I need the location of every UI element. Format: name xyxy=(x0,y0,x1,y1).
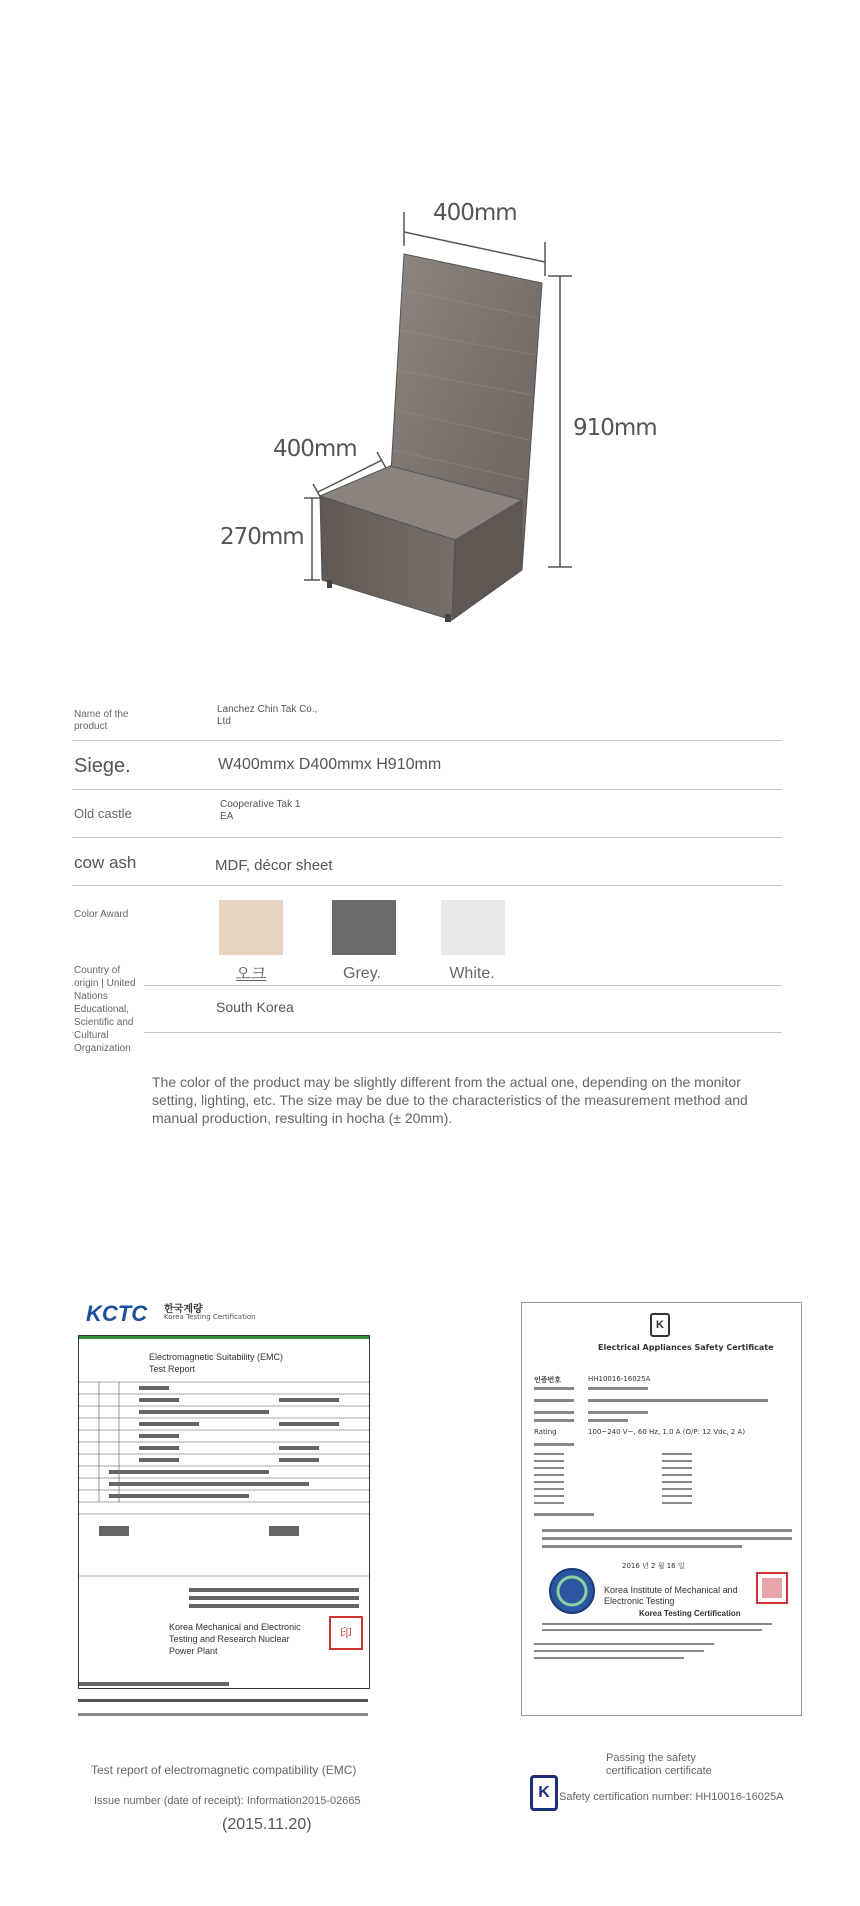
emc-issue-number: Issue number (date of receipt): Information2015-02665 xyxy=(94,1795,361,1807)
spec-siege-value: W400mmx D400mmx H910mm xyxy=(218,756,442,773)
safety-rated-label: Rating xyxy=(534,1428,557,1436)
swatch-oak[interactable] xyxy=(219,900,283,955)
safety-number-label: 인증번호 xyxy=(534,1376,562,1384)
kc-mark-icon: K xyxy=(650,1313,670,1337)
emc-seal: 印 xyxy=(329,1616,363,1650)
swatch-grey-label: Grey. xyxy=(343,965,381,982)
swatch-grey[interactable] xyxy=(332,900,396,955)
chair-dimension-drawing xyxy=(0,0,860,660)
emc-caption: Test report of electromagnetic compatibility (EMC) xyxy=(91,1763,357,1777)
spec-row-color xyxy=(72,885,782,986)
kctc-logo: KCTC xyxy=(86,1301,148,1326)
safety-text-lines xyxy=(522,1303,801,1715)
spec-row-material xyxy=(72,837,782,886)
kctc-logo-sub: Korea Testing Certification xyxy=(164,1313,256,1321)
spec-row-siege xyxy=(72,740,782,790)
safety-number-value: HH10016-16025A xyxy=(588,1375,651,1383)
swatch-white-label: White. xyxy=(449,965,495,982)
spec-origin-value: South Korea xyxy=(216,999,294,1015)
spec-name-label: Name of the product xyxy=(74,709,129,732)
kc-mark-bottom-icon: K xyxy=(530,1775,558,1811)
dim-width: 400mm xyxy=(433,200,517,226)
safety-caption: Passing the safety certification certificate xyxy=(606,1752,712,1777)
emc-subtitle: Test Report xyxy=(149,1364,196,1374)
spec-name-value: Lanchez Chin Tak Co., Ltd xyxy=(217,704,318,727)
spec-castle-value: Cooperative Tak 1 EA xyxy=(220,799,301,822)
emc-issue-date: (2015.11.20) xyxy=(222,1816,312,1833)
spec-material-value: MDF, décor sheet xyxy=(215,857,333,874)
spec-row-name xyxy=(72,697,782,741)
safety-date: 2016 년 2 월 16 일 xyxy=(622,1562,685,1570)
disclaimer-note: The color of the product may be slightly different from the actual one, depending on the monitor setting, lighting, etc. The size may be due to the characteristics of the measurement method and manual production, resulting in hocha (± 20mm). xyxy=(152,1074,748,1126)
dim-seat-height: 270mm xyxy=(220,524,304,550)
spec-material-label: cow ash xyxy=(74,853,137,872)
spec-row-castle xyxy=(72,789,782,838)
safety-cert-number: Safety certification number: HH10016-16025A xyxy=(559,1791,784,1803)
swatch-white[interactable] xyxy=(441,900,505,955)
safety-rated-value: 100~240 V~, 60 Hz, 1.0 A (O/P: 12 Vdc, 2 A) xyxy=(588,1428,746,1436)
kctc-logo-kr: 한국계량 xyxy=(164,1304,203,1315)
dim-depth: 400mm xyxy=(273,436,357,462)
spec-color-label: Color Award xyxy=(74,909,129,920)
dim-height: 910mm xyxy=(573,415,657,441)
spec-castle-label: Old castle xyxy=(74,806,132,821)
swatch-oak-label: 오크 xyxy=(235,966,267,983)
safety-testing: Korea Testing Certification xyxy=(639,1609,741,1618)
safety-certificate xyxy=(521,1302,802,1716)
safety-title: Electrical Appliances Safety Certificate xyxy=(598,1343,774,1352)
emc-title: Electromagnetic Suitability (EMC) xyxy=(149,1352,284,1362)
spec-siege-label: Siege. xyxy=(74,755,131,777)
spec-origin-label: Country of origin | United Nations Educational, Scientific and Cultural Organization xyxy=(74,964,144,1055)
emc-power-plant: Power Plant xyxy=(169,1646,218,1656)
emc-certificate xyxy=(78,1295,370,1728)
safety-institute: Korea Institute of Mechanical and Electronic Testing xyxy=(604,1585,754,1607)
emc-institute: Korea Mechanical and Electronic Testing and Research Nuclear xyxy=(169,1621,309,1645)
